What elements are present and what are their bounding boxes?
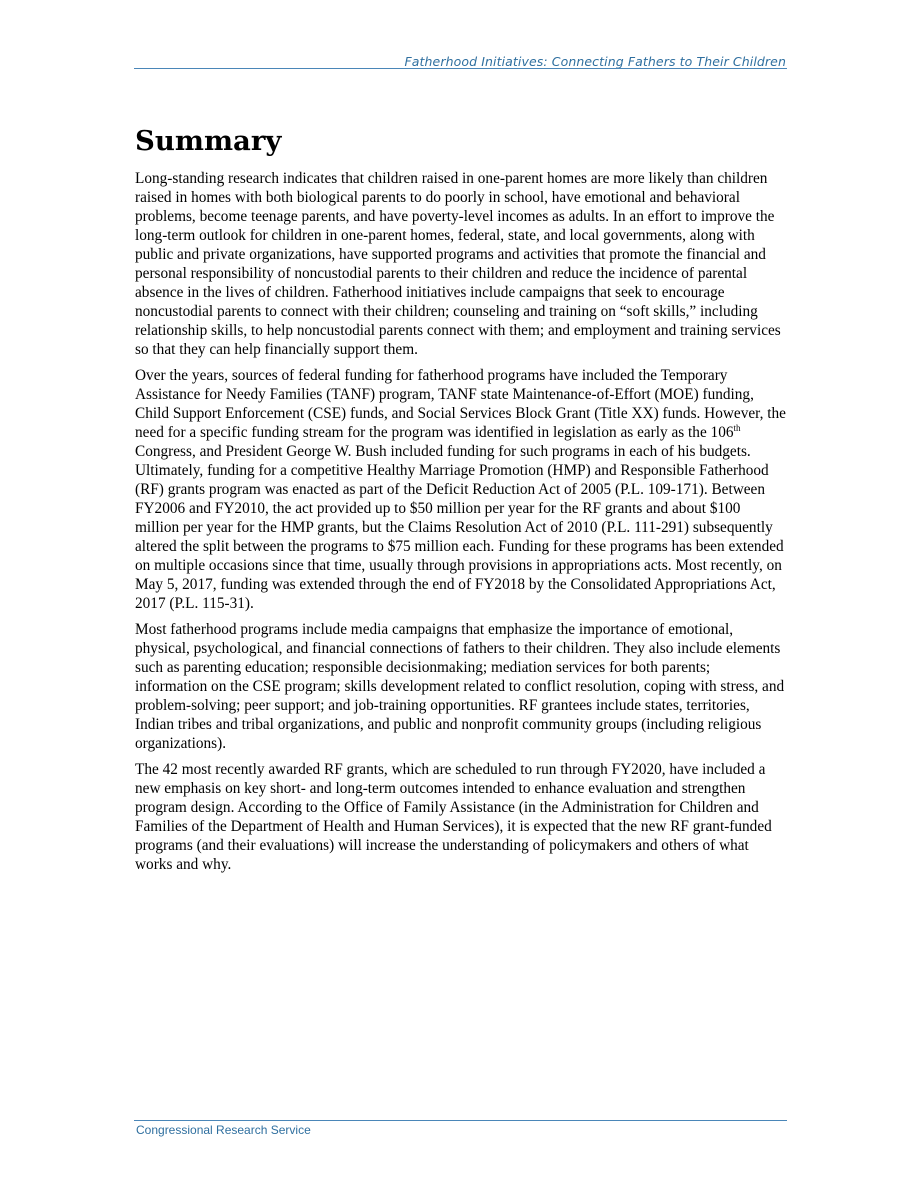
running-header-title: Fatherhood Initiatives: Connecting Fathers to Their Children: [404, 54, 786, 69]
footer-organization: Congressional Research Service: [136, 1123, 311, 1137]
footer-rule: [134, 1120, 787, 1121]
summary-body: [135, 169, 786, 881]
summary-paragraph-1: Long-standing research indicates that children raised in one-parent homes are more likely than children raised in homes with both biological parents to do poorly in school, have emotional and behavioral problems, become teenage parents, and have poverty-level incomes as adults. In an effort to improve the long-term outlook for children in one-parent homes, federal, state, and local governments, along with public and private organizations, have supported programs and activities that promote the financial and personal responsibility of noncustodial parents to their children and reduce the incidence of parental absence in the lives of children. Fatherhood initiatives include campaigns that seek to encourage noncustodial parents to connect with their children; counseling and training on “soft skills,” including relationship skills, to help noncustodial parents connect with them; and employment and training services so that they can help financially support them.: [135, 170, 781, 358]
header-rule: [134, 68, 787, 69]
paragraph-2-text-a: Over the years, sources of federal funding for fatherhood programs have included the Temporary Assistance for Needy Families (TANF) program, TANF state Maintenance-of-Effort (MOE) funding, Child Support Enforcement (CSE) funds, and Social Services Block Grant (Title XX) funds. However, the need for a specific funding stream for the program was identified in legislation as early as the 106: [135, 367, 786, 441]
summary-paragraph-2: [135, 366, 786, 613]
ordinal-superscript: th: [733, 422, 741, 433]
summary-paragraph-4: The 42 most recently awarded RF grants, which are scheduled to run through FY2020, have included a new emphasis on key short- and long-term outcomes intended to enhance evaluation and strengthen program design. According to the Office of Family Assistance (in the Administration for Children and Families of the Department of Health and Human Services), it is expected that the new RF grant-funded programs (and their evaluations) will increase the understanding of policymakers and others of what works and why.: [135, 761, 772, 873]
paragraph-2-text-b: Congress, and President George W. Bush included funding for such programs in each of his budgets. Ultimately, funding for a competitive Healthy Marriage Promotion (HMP) and Responsible Fatherhood (RF) grants program was enacted as part of the Deficit Reduction Act of 2005 (P.L. 109-171). Between FY2006 and FY2010, the act provided up to $50 million per year for the RF grants and about $100 million per year for the HMP grants, but the Claims Resolution Act of 2010 (P.L. 111-291) subsequently altered the split between the programs to $75 million each. Funding for these programs has been extended on multiple occasions since that time, usually through provisions in appropriations acts. Most recently, on May 5, 2017, funding was extended through the end of FY2018 by the Consolidated Appropriations Act, 2017 (P.L. 115-31).: [135, 443, 784, 612]
summary-heading: Summary: [135, 125, 282, 157]
summary-paragraph-3: Most fatherhood programs include media campaigns that emphasize the importance of emotional, physical, psychological, and financial connections of fathers to their children. They also include elements such as parenting education; responsible decisionmaking; mediation services for both parents; information on the CSE program; skills development related to conflict resolution, coping with stress, and problem-solving; peer support; and job-training opportunities. RF grantees include states, territories, Indian tribes and tribal organizations, and public and nonprofit community groups (including religious organizations).: [135, 621, 785, 752]
